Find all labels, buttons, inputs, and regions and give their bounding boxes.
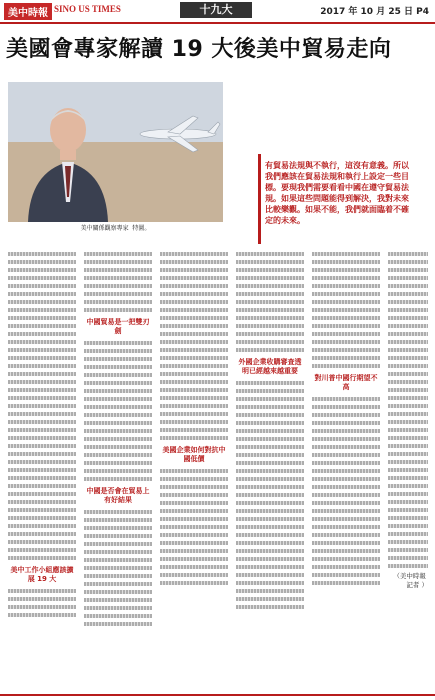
subheading: 外國企業收購審查透明已經越來越重要 — [238, 358, 302, 375]
page-headline: 美國會專家解讀 19 大後美中貿易走向 — [6, 37, 392, 62]
section-label: 十九大 — [180, 2, 252, 18]
column-body — [84, 252, 152, 626]
column-body — [236, 252, 304, 609]
subheading: 中國貿易是一把雙刃劍 — [86, 318, 150, 335]
subheading: 對川普中國行期望不高 — [314, 374, 378, 391]
masthead — [0, 0, 435, 24]
column-body — [8, 252, 76, 617]
article-column-5 — [312, 248, 380, 688]
subheading: 美國企業如何對抗中國低價 — [162, 446, 226, 463]
date-page: 2017 年 10 月 25 日 P4 — [320, 7, 429, 17]
article-column-4 — [236, 248, 304, 688]
brand-english-name: SINO US TIMES — [54, 4, 121, 14]
column-body — [388, 252, 428, 589]
column-body — [312, 252, 380, 585]
photo-caption: 美中關係觀察專家 ​​​​​​ 特圖。 — [80, 225, 151, 232]
footer-rule — [0, 694, 435, 696]
pull-quote-rule — [258, 154, 261, 244]
article-column-1 — [8, 248, 76, 688]
article-column-3 — [160, 248, 228, 688]
article-column-6 — [388, 248, 428, 688]
byline: （美中時報 ​ 記者 ） — [393, 572, 428, 589]
pull-quote: 有貿易法規與不執行，這沒有意義。所以我們應該在貿易法規和執行上設定一些目標。要現我們需要看看中國在遵守貿易法規。如果這些問題能得到解決，我對未來比較樂觀。如果不能，我們就面臨着不確定的未來。 — [265, 161, 409, 225]
article-photo — [8, 82, 223, 222]
brand-logo: 美中時報 — [4, 3, 52, 20]
column-body — [160, 252, 228, 585]
subheading: 中國是否會在貿易上有好結果 — [86, 487, 150, 504]
photo-illustration — [8, 82, 223, 222]
subheading: 美中工作小組應該擴展 19 大 — [10, 566, 74, 583]
article-column-2 — [84, 248, 152, 688]
